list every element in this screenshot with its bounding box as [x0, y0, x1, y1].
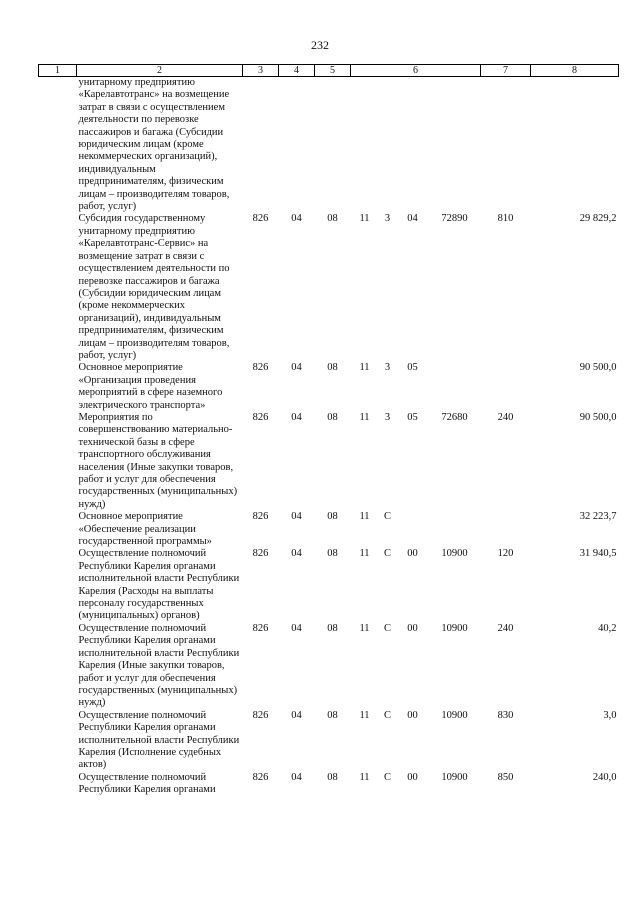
table-row	[39, 548, 619, 622]
column-header: 1	[39, 65, 77, 77]
expense-type-code	[481, 511, 531, 548]
target-article-event: 04	[407, 213, 418, 225]
expense-type-code: 850	[497, 771, 514, 783]
target-article-event: 05	[407, 411, 418, 423]
column-header: 3	[243, 65, 279, 77]
amount: 240,0	[592, 771, 617, 783]
row-number-cell	[39, 548, 77, 622]
subsection-code: 08	[327, 411, 338, 423]
table-row	[39, 213, 619, 362]
expense-name: Основное мероприятие «Организация проведения мероприятий в сфере наземного электрического транспорта»	[78, 362, 223, 411]
subsection-code: 08	[327, 622, 338, 634]
amount: 32 223,7	[579, 511, 617, 523]
target-article-program: 11	[359, 622, 370, 634]
administrator-code	[243, 77, 279, 214]
amount: 29 829,2	[579, 213, 617, 225]
administrator-code: 826	[252, 213, 269, 225]
subsection-code	[315, 77, 351, 214]
section-code: 04	[291, 622, 302, 634]
target-article-direction	[429, 362, 481, 412]
section-code: 04	[291, 511, 302, 523]
table-row	[39, 710, 619, 772]
administrator-code: 826	[252, 548, 269, 560]
row-number-cell	[39, 623, 77, 710]
expense-type-code	[481, 362, 531, 412]
target-article-program: 11	[359, 709, 370, 721]
subsection-code: 08	[327, 709, 338, 721]
row-number-cell	[39, 710, 77, 772]
target-article-direction: 72680	[441, 411, 468, 423]
expense-name: Субсидия государственному унитарному предприятию «Карелавтотранс-Сервис» на возмещение затрат в связи с осуществлением деятельности по перевозке пассажиров и багажа (Субсидии юридическим лицам (кроме некоммерческих организаций), индивидуальным предпринимателям, физическим лицам – производителям товаров, работ, услуг)	[78, 213, 230, 361]
target-article-subprogram: С	[383, 771, 391, 783]
section-code	[279, 77, 315, 214]
expense-name: Осуществление полномочий Республики Карелия органами	[78, 771, 216, 796]
amount: 90 500,0	[579, 362, 617, 374]
administrator-code: 826	[252, 771, 269, 783]
column-header: 8	[531, 65, 619, 77]
table-row	[39, 412, 619, 511]
section-code: 04	[291, 771, 302, 783]
target-article-subprogram: С	[383, 622, 391, 634]
target-article-program: 11	[359, 362, 370, 374]
target-article-event	[397, 511, 429, 548]
expense-type-code: 120	[497, 548, 514, 560]
row-number-cell	[39, 772, 77, 797]
target-article-subprogram	[379, 77, 397, 214]
target-article-program: 11	[359, 411, 370, 423]
target-article-subprogram: 3	[384, 411, 391, 423]
target-article-direction: 10900	[441, 622, 468, 634]
administrator-code: 826	[252, 709, 269, 721]
amount: 3,0	[603, 709, 617, 721]
expense-name: Мероприятия по совершенствованию материально-технической базы в сфере транспортного обслуживания населения (Иные закупки товаров, работ и услуг для обеспечения государственных (муниципальных) нужд)	[78, 411, 238, 510]
target-article-event: 00	[407, 622, 418, 634]
column-header: 6	[351, 65, 481, 77]
target-article-direction: 10900	[441, 548, 468, 560]
table-row	[39, 511, 619, 548]
row-number-cell	[39, 412, 77, 511]
target-article-program: 11	[359, 213, 370, 225]
expense-name: Основное мероприятие «Обеспечение реализации государственной программы»	[78, 511, 212, 548]
subsection-code: 08	[327, 511, 338, 523]
target-article-subprogram: 3	[384, 213, 391, 225]
target-article-subprogram: С	[383, 548, 391, 560]
expense-name: Осуществление полномочий Республики Карелия органами исполнительной власти Республики Карелия (Расходы на выплаты персоналу государственных (муниципальных) органов)	[78, 548, 240, 622]
column-header: 5	[315, 65, 351, 77]
amount: 31 940,5	[579, 548, 617, 560]
target-article-direction: 10900	[441, 771, 468, 783]
target-article-direction	[429, 511, 481, 548]
target-article-direction: 72890	[441, 213, 468, 225]
administrator-code: 826	[252, 511, 269, 523]
row-number-cell	[39, 77, 77, 214]
target-article-subprogram: С	[383, 511, 391, 523]
subsection-code: 08	[327, 362, 338, 374]
page-number: 232	[311, 38, 329, 52]
expense-name: унитарному предприятию «Карелавтотранс» на возмещение затрат в связи с осуществлением деятельности по перевозке пассажиров и багажа (Субсидии юридическим лицам (кроме некоммерческих организаций), индивидуальным предпринимателям, физическим лицам – производителям товаров, работ, услуг)	[78, 77, 230, 213]
target-article-event: 05	[407, 362, 418, 374]
table-row	[39, 772, 619, 797]
target-article-program: 11	[359, 511, 370, 523]
target-article-event: 00	[407, 771, 418, 783]
amount	[531, 77, 619, 214]
administrator-code: 826	[252, 622, 269, 634]
budget-table	[38, 64, 619, 797]
target-article-program	[351, 77, 379, 214]
expense-name: Осуществление полномочий Республики Карелия органами исполнительной власти Республики Карелия (Исполнение судебных актов)	[78, 709, 240, 771]
target-article-direction: 10900	[441, 709, 468, 721]
amount: 90 500,0	[579, 411, 617, 423]
expense-type-code: 810	[497, 213, 514, 225]
expense-type-code: 240	[497, 622, 514, 634]
table-row	[39, 362, 619, 412]
section-code: 04	[291, 548, 302, 560]
section-code: 04	[291, 213, 302, 225]
target-article-event	[397, 77, 429, 214]
expense-type-code: 830	[497, 709, 514, 721]
target-article-direction	[429, 77, 481, 214]
target-article-event: 00	[407, 709, 418, 721]
header-row	[39, 65, 619, 77]
column-header: 2	[77, 65, 243, 77]
table-row	[39, 623, 619, 710]
column-header: 4	[279, 65, 315, 77]
expense-name: Осуществление полномочий Республики Карелия органами исполнительной власти Республики Карелия (Иные закупки товаров, работ и услуг для обеспечения государственных (муниципальных) нужд)	[78, 622, 240, 709]
amount: 40,2	[598, 622, 617, 634]
subsection-code: 08	[327, 213, 338, 225]
target-article-event: 00	[407, 548, 418, 560]
expense-type-code	[481, 77, 531, 214]
section-code: 04	[291, 709, 302, 721]
target-article-program: 11	[359, 548, 370, 560]
row-number-cell	[39, 511, 77, 548]
section-code: 04	[291, 362, 302, 374]
administrator-code: 826	[252, 411, 269, 423]
target-article-subprogram: С	[383, 709, 391, 721]
subsection-code: 08	[327, 771, 338, 783]
column-header: 7	[481, 65, 531, 77]
subsection-code: 08	[327, 548, 338, 560]
expense-type-code: 240	[497, 411, 514, 423]
target-article-subprogram: 3	[384, 362, 391, 374]
target-article-program: 11	[359, 771, 370, 783]
section-code: 04	[291, 411, 302, 423]
row-number-cell	[39, 213, 77, 362]
administrator-code: 826	[252, 362, 269, 374]
row-number-cell	[39, 362, 77, 412]
table-row	[39, 77, 619, 214]
